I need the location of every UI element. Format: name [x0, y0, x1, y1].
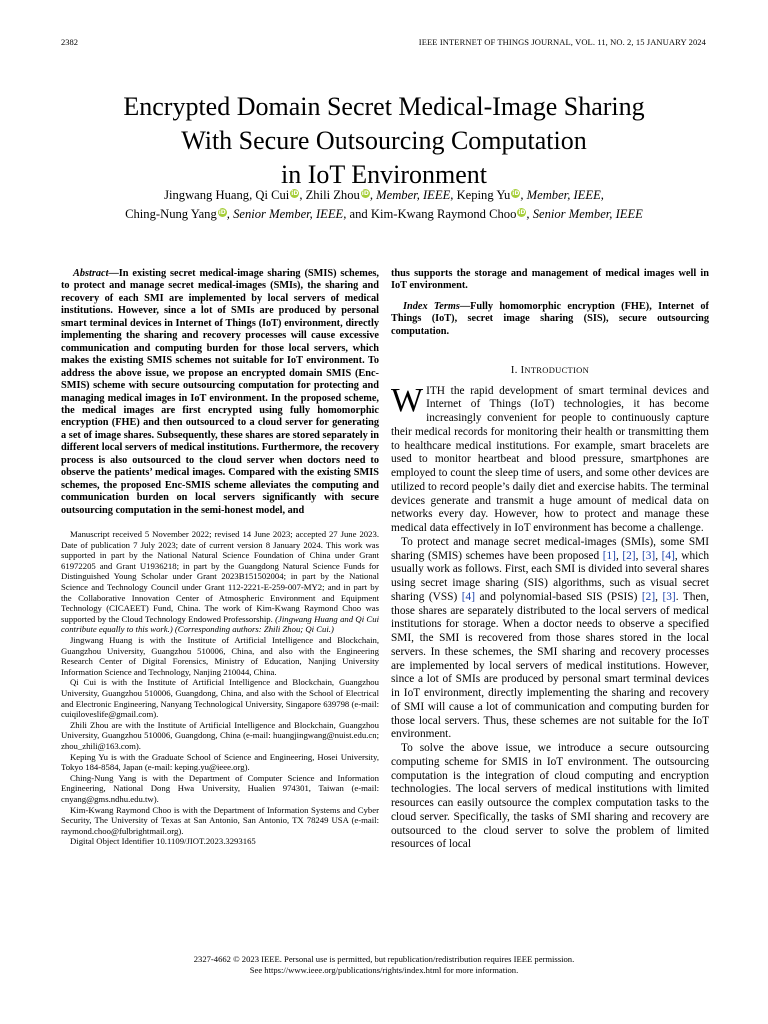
index-terms-text: —Fully homomorphic encryption (FHE), Internet of Things (IoT), secret image sharing (SIS), secure outsourcing computation. — [391, 300, 709, 337]
copyright-footer — [40, 954, 728, 976]
orcid-icon[interactable]: iD — [518, 209, 526, 216]
paragraph-text: , which usually work as follows. First, each SMI is divided into several shares using secret image sharing (SIS) algorithms, such as visual secret sharing (VSS) — [391, 549, 709, 603]
separator: , — [655, 549, 662, 562]
separator: , — [615, 549, 623, 562]
citation-link[interactable]: [2] — [622, 549, 636, 562]
footnote-affiliation: Keping Yu is with the Graduate School of Science and Engineering, Hosei University, Tokyo 184-8584, Japan (e-mail: keping.yu@ieee.org). — [61, 751, 379, 773]
orcid-icon[interactable]: iD — [218, 209, 226, 216]
author-list — [40, 186, 728, 224]
citation-link[interactable]: [3] — [662, 590, 676, 603]
footnote-affiliation: Ching-Nung Yang is with the Department of Computer Science and Information Engineering, National Dong Hwa University, Hualien 974301, Taiwan (e-mail: cnyang@gms.ndhu.edu.tw). — [61, 772, 379, 804]
author-name: Jingwang Huang, Qi Cui — [164, 188, 290, 202]
footer-line: 2327-4662 © 2023 IEEE. Personal use is permitted, but republication/redistribution requires IEEE permission. — [193, 954, 575, 964]
orcid-icon[interactable]: iD — [512, 190, 520, 197]
author-name: , and Kim-Kwang Raymond Choo — [343, 207, 517, 221]
running-head: IEEE INTERNET OF THINGS JOURNAL, VOL. 11, NO. 2, 15 JANUARY 2024 — [418, 37, 706, 47]
footer-line: See https://www.ieee.org/publications/rights/index.html for more information. — [249, 965, 519, 975]
section-heading — [391, 364, 709, 377]
intro-paragraph — [391, 536, 709, 742]
index-terms-label: Index Terms — [403, 300, 460, 312]
citation-link[interactable]: [4] — [661, 549, 675, 562]
paragraph-text: To protect and manage secret medical-images (SMIs), some SMI sharing (SMIS) schemes have been proposed — [391, 535, 709, 562]
author-role: , Senior Member, IEEE — [526, 207, 643, 221]
section-title-rest: NTRODUCTION — [524, 365, 590, 376]
orcid-icon[interactable]: iD — [291, 190, 299, 197]
section-title-cap: I — [520, 365, 525, 377]
author-line — [40, 205, 728, 224]
paragraph-text: . Then, those shares are separately distributed to the local servers of medical institutions for storage. When a doctor needs to observe a specified SMI, the SMI is recovered from those shares stored in the local servers. In these schemes, the SMI sharing and recovery processes are implemented by local servers of medical institutions. However, since a lot of SMIs are produced by personal smart terminal devices in IoT environment, directly implementing the sharing and recovery of SMI will cause a lot of communication and computing burden for those local servers. Thus, these schemes are not suitable for the IoT environment. — [391, 590, 709, 741]
separator: , — [635, 549, 642, 562]
footnote-affiliation: Zhili Zhou are with the Institute of Artificial Intelligence and Blockchain, Guangzhou University, Guangzhou 510006, Guangdong, China (e-mail: huangjingwang@nuist.edu.cn; zhou_zhili@163.com). — [61, 719, 379, 751]
index-terms — [391, 301, 709, 338]
intro-paragraph: To solve the above issue, we introduce a secure outsourcing computing scheme for SMIS in IoT environment. The outsourcing computation is the integration of cloud computing and encryption technologies. The local servers of medical institutions with limited resources can easily outsource the complex computation tasks to the cloud server. Specifically, the tasks of SMI sharing and recovery are outsourced to the cloud server to solve the problem of limited resources of local — [391, 742, 709, 851]
citation-link[interactable]: [4] — [461, 590, 476, 603]
drop-cap: W — [391, 381, 424, 419]
author-name: , Zhili Zhou — [299, 188, 360, 202]
author-role: , Senior Member, IEEE — [226, 207, 344, 221]
title-line: With Secure Outsourcing Computation — [181, 126, 587, 156]
author-role: , Member, IEEE — [369, 188, 451, 202]
title-line: Encrypted Domain Secret Medical-Image Sharing — [123, 92, 645, 122]
footnote-manuscript — [61, 529, 379, 635]
left-column — [61, 268, 379, 847]
page-number: 2382 — [61, 37, 78, 47]
footnote-affiliation: Jingwang Huang is with the Institute of Artificial Intelligence and Blockchain, Guangzhou University, Guangzhou 510006, China, and also with the Engineering Research Center of Digital Forensics, Ministry of Education, Nanjing University Information Science and Technology, Nanjing 210044, China. — [61, 635, 379, 677]
intro-paragraph — [391, 381, 709, 536]
paragraph-text: ITH the rapid development of smart terminal devices and Internet of Things (IoT) technologies, it has become increasingly convenient for people to continuously capture their medical records for monitoring their health or transmitting them to healthcare medical institutions. For example, smart bracelets are used to monitor heartbeat and blood pressure, smartphones are employed to count the sleep time of users, and some other devices are utilized to record people’s daily diet and exercise habits. The terminal devices generate and transmit a huge amount of medical data on networks every day. However, how to protect and manage these medical data effectively in IoT environment has become a challenge. — [391, 384, 709, 535]
title-line: in IoT Environment — [280, 160, 488, 190]
citation-link[interactable]: [3] — [641, 549, 656, 562]
section-number: I. — [510, 365, 521, 377]
citation-link[interactable]: [1] — [602, 549, 616, 562]
abstract — [61, 268, 379, 517]
author-line — [40, 186, 728, 205]
separator: , — [655, 590, 663, 603]
abstract-continued: thus supports the storage and management of medical images well in IoT environment. — [391, 268, 709, 292]
author-role: , Member, IEEE, — [520, 188, 604, 202]
footnotes — [61, 529, 379, 847]
author-name: Ching-Nung Yang — [125, 207, 217, 221]
footnote-doi: Digital Object Identifier 10.1109/JIOT.2023.3293165 — [70, 836, 256, 847]
paragraph-text: and polynomial-based SIS (PSIS) — [475, 590, 642, 603]
footnote-affiliation: Kim-Kwang Raymond Choo is with the Department of Information Systems and Cyber Security, The University of Texas at San Antonio, San Antonio, TX 78249 USA (e-mail: raymond.choo@fulbrightmail.org). — [61, 804, 379, 836]
author-name: , Keping Yu — [450, 188, 511, 202]
abstract-label: Abstract — [73, 268, 109, 279]
orcid-icon[interactable]: iD — [361, 190, 369, 197]
footnote-italic: (Jingwang Huang and Qi Cui contribute equally to this work.) (Corresponding authors: Zhili Zhou; Qi Cui.) — [61, 613, 379, 635]
footnote-affiliation: Qi Cui is with the Institute of Artificial Intelligence and Blockchain, Guangzhou University, Guangzhou 510006, Guangdong, China, and also with the School of Electrical and Electronic Engineering, Nanyang Technological University, Singapore 639798 (e-mail: cuiqiloveslife@gmail.com). — [61, 677, 379, 720]
paper-title — [40, 90, 728, 192]
right-column — [391, 268, 709, 852]
abstract-text: —In existing secret medical-image sharing (SMIS) schemes, to protect and manage secret medical-images (SMIs), the sharing and recovery of each SMI are implemented by local servers of medical institutions. However, since a lot of SMIs are produced by personal smart terminal devices in Internet of Things (IoT) environment, directly implementing the sharing and recovery processes will cause excessive communication and computing burden for those local servers, which makes the existing SMIS schemes not suitable for IoT environment. To address the above issue, we propose an encrypted domain SMIS (Enc-SMIS) scheme with secure outsourcing computation for protecting and managing medical images in IoT environment. In the proposed scheme, the medical images are first encrypted using fully homomorphic encryption (FHE) and then outsourced to a cloud server for generating a set of image shares. Subsequently, these shares are stored separately in different local servers of medical institutions. Furthermore, the recovery process is also outsourced to the cloud server when doctors need to observe the patients’ medical images. Compared with the existing SMIS schemes, the proposed Enc-SMIS scheme alleviates the computing and communication burden on local servers significantly with secure outsourcing computation in the semi-honest model, and — [61, 268, 379, 516]
citation-link[interactable]: [2] — [641, 590, 656, 603]
footnote-text: Manuscript received 5 November 2022; revised 14 June 2023; accepted 27 June 2023. Date of publication 7 July 2023; date of current version 8 January 2024. This work was supported in part by the National Natural Science Foundation of China under Grant 61972205 and Grant U1936218; in part by the Guangdong Natural Science Funds for Distinguished Young Scholar under Grant 2023B151502004; in part by the National Science and Technology Council under Grant 112-2221-E-259-007-MY2; and in part by the Collaborative Innovation Center of Atmospheric Environment and Equipment Technology (CICAEET) Fund, China. The work of Kim-Kwang Raymond Choo was supported by the Cloud Technology Endowed Professorship. — [61, 529, 379, 624]
